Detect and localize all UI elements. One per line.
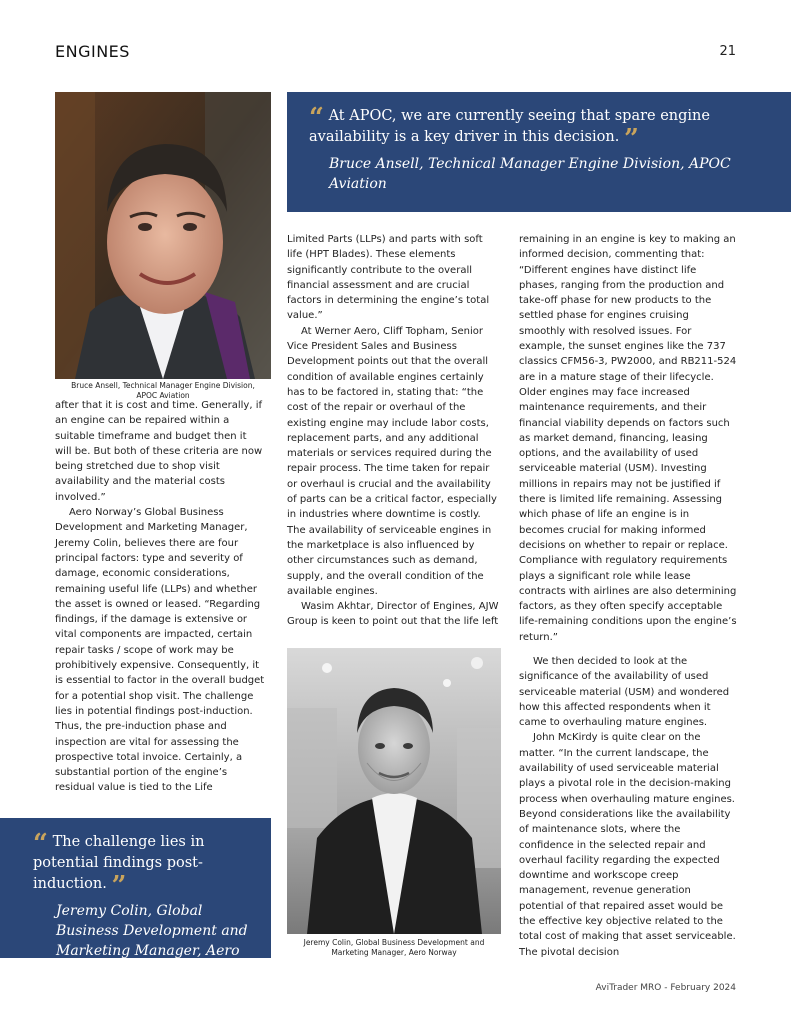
article-column-right-top — [519, 232, 737, 645]
page-number: 21 — [719, 44, 736, 59]
pull-quote-apoc — [287, 92, 791, 212]
pull-quote-attribution: Bruce Ansell, Technical Manager Engine Division, APOC Aviation — [329, 156, 731, 192]
article-column-left — [55, 398, 265, 796]
section-title: ENGINES — [55, 42, 130, 61]
paragraph: remaining in an engine is key to making an informed decision, commenting that: “Different engines have distinct life phases, ranging from the production and take-off phase for new products to the settled phase for engines cruising smoothly with resolved issues. For example, the sunset engines like the 737 classics CFM56-3, PW2000, and RB211-524 are in a mature stage of their lifecycle. Older engines may face increased maintenance requirements, and their financial viability depends on factors such as market demand, financing, leasing options, and the availability of used serviceable material (USM). Investing millions in repairs may not be justified if there is limited life remaining. Assessing which phase of life an engine is in becomes crucial for making informed decisions on whether to repair or replace. Compliance with regulatory requirements plays a significant role while lease contracts with airlines are also determining factors, as they often specify acceptable life-remaining conditions upon the engine’s return.” — [519, 234, 737, 643]
photo-bruce-ansell — [55, 92, 271, 379]
pull-quote-aero-norway — [0, 818, 271, 979]
paragraph: Limited Parts (LLPs) and parts with soft life (HPT Blades). These elements significantly contribute to the overall financial assessment and are crucial factors in determining the engine’s total value.” — [287, 234, 490, 322]
paragraph: Wasim Akhtar, Director of Engines, AJW Group is keen to point out that the life left — [287, 601, 499, 628]
open-quote-mark: “ — [33, 829, 48, 859]
paragraph: John McKirdy is quite clear on the matter. “In the current landscape, the availability of used serviceable material plays a pivotal role in the decision-making process when overhauling mature engines. Beyond considerations like the availability of maintenance slots, where the confidence in the selected repair and overhaul facility regarding the expected downtime and workscope creep management, revenue generation potential of that repaired asset would be the effective key objective related to the total cost of making that asset serviceable. The pivotal decision — [519, 732, 736, 958]
photo-caption-ansell: Bruce Ansell, Technical Manager Engine Division, APOC Aviation — [71, 381, 255, 400]
paragraph: after that it is cost and time. Generally, if an engine can be repaired within a suitable timeframe and budget then it will be. But both of these criteria are now being stretched due to shop visit availability and the material costs involved.” — [55, 400, 263, 503]
paragraph: At Werner Aero, Cliff Topham, Senior Vice President Sales and Business Development points out that the overall condition of available engines certainly has to be factored in, stating that: “the cost of the repair or overhaul of the existing engine may include labor costs, replacement parts, and any additional materials or services required during the repair process. The time taken for repair or overhaul is crucial and the availability of parts can be a critical factor, especially in industries where downtime is costly. The availability of serviceable engines in the marketplace is also influenced by other circumstances such as demand, supply, and the overall condition of the available engines. — [287, 325, 497, 597]
photo-jeremy-colin — [287, 648, 501, 934]
close-quote-mark: ” — [111, 871, 127, 901]
close-quote-mark: ” — [623, 124, 639, 154]
photo-caption-colin: Jeremy Colin, Global Business Development and Marketing Manager, Aero Norway — [303, 938, 485, 957]
footer-publication: AviTrader MRO - February 2024 — [595, 983, 736, 993]
pull-quote-text: The challenge lies in potential findings post-induction. — [33, 834, 205, 892]
pull-quote-text: At APOC, we are currently seeing that spare engine availability is a key driver in this decision. — [309, 108, 710, 145]
article-column-middle — [287, 232, 499, 630]
pull-quote-attribution: Jeremy Colin, Global Business Development and Marketing Manager, Aero Norway — [56, 903, 248, 979]
paragraph: Aero Norway’s Global Business Development and Marketing Manager, Jeremy Colin, believes there are four principal factors: type and severity of damage, economic considerations, remaining useful life (LLPs) and whether the asset is owned or leased. “Regarding findings, if the damage is extensive or vital components are impacted, certain repair tasks / scope of work may be prohibitively expensive. Consequently, it is essential to factor in the overall budget for a potential shop visit. The challenge lies in potential findings post-induction. Thus, the pre-induction phase and inspection are vital for assessing the prospective total invoice. Certainly, a substantial portion of the engine’s residual value is tied to the Life — [55, 507, 265, 794]
article-column-right-bottom — [519, 654, 737, 960]
paragraph: We then decided to look at the significance of the availability of used serviceable material (USM) and wondered how this affected respondents when it came to overhauling mature engines. — [519, 656, 730, 729]
open-quote-mark: “ — [309, 103, 324, 133]
